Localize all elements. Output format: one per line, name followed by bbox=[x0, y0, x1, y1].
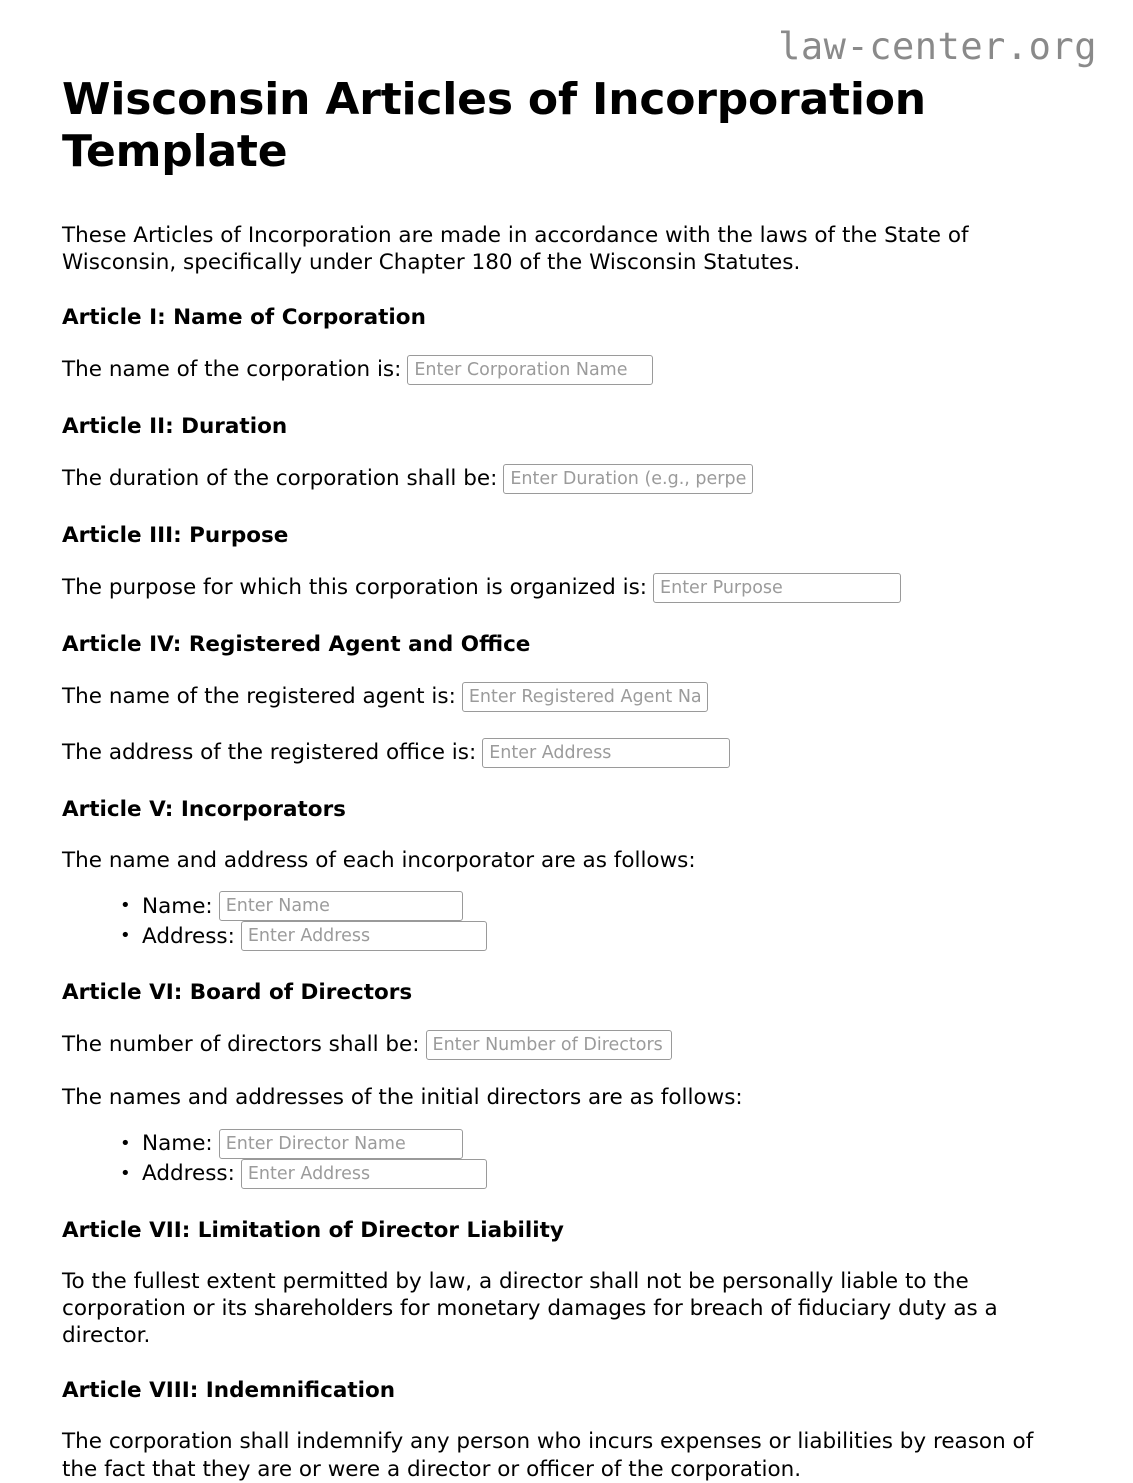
label-registered-agent: The name of the registered agent is: bbox=[62, 684, 456, 710]
page-title: Wisconsin Articles of Incorporation Template bbox=[62, 74, 926, 177]
heading-article-ii: Article II: Duration bbox=[62, 414, 288, 440]
field-row-registered-office bbox=[62, 738, 1071, 768]
heading-article-iv: Article IV: Registered Agent and Office bbox=[62, 632, 531, 658]
registered-agent-input[interactable] bbox=[462, 682, 708, 712]
corporation-name-input[interactable] bbox=[407, 355, 653, 385]
purpose-input[interactable] bbox=[653, 573, 901, 603]
label-director-name: Name: bbox=[142, 1130, 213, 1156]
field-row-corporation-name bbox=[62, 355, 1071, 385]
label-purpose: The purpose for which this corporation is organized is: bbox=[62, 575, 648, 601]
heading-article-iii: Article III: Purpose bbox=[62, 523, 289, 549]
site-watermark: law-center.org bbox=[778, 25, 1097, 68]
label-director-address: Address: bbox=[142, 1160, 235, 1186]
intro-paragraph: These Articles of Incorporation are made in accordance with the laws of the State of Wisconsin, specifically under Chapter 180 of the Wisconsin Statutes. bbox=[62, 222, 969, 276]
indemnification-paragraph: The corporation shall indemnify any person who incurs expenses or liabilities by reason of the fact that they are or were a director or officer of the corporation. bbox=[62, 1429, 1034, 1482]
incorporator-list bbox=[62, 891, 1071, 951]
field-row-duration bbox=[62, 464, 1071, 494]
registered-office-input[interactable] bbox=[482, 738, 730, 768]
bullet-icon: • bbox=[120, 1132, 131, 1154]
label-number-of-directors: The number of directors shall be: bbox=[62, 1032, 420, 1058]
field-row-number-of-directors bbox=[62, 1030, 1071, 1060]
label-corporation-name: The name of the corporation is: bbox=[62, 357, 402, 383]
label-incorporator-name: Name: bbox=[142, 893, 213, 919]
field-row-registered-agent bbox=[62, 682, 1071, 712]
list-item bbox=[120, 921, 1071, 951]
list-item bbox=[120, 1129, 1071, 1159]
director-address-input[interactable] bbox=[241, 1159, 487, 1189]
director-list bbox=[62, 1129, 1071, 1189]
duration-input[interactable] bbox=[503, 464, 753, 494]
incorporator-address-input[interactable] bbox=[241, 921, 487, 951]
bullet-icon: • bbox=[120, 895, 131, 917]
heading-article-v: Article V: Incorporators bbox=[62, 797, 346, 823]
heading-article-i: Article I: Name of Corporation bbox=[62, 305, 426, 331]
heading-article-vi: Article VI: Board of Directors bbox=[62, 980, 413, 1006]
directors-intro: The names and addresses of the initial directors are as follows: bbox=[62, 1085, 743, 1111]
incorporator-name-input[interactable] bbox=[219, 891, 463, 921]
label-registered-office: The address of the registered office is: bbox=[62, 740, 477, 766]
bullet-icon: • bbox=[120, 925, 131, 947]
field-row-purpose bbox=[62, 573, 1071, 603]
director-name-input[interactable] bbox=[219, 1129, 463, 1159]
heading-article-viii: Article VIII: Indemnification bbox=[62, 1378, 396, 1404]
label-duration: The duration of the corporation shall be: bbox=[62, 466, 498, 492]
bullet-icon: • bbox=[120, 1162, 131, 1184]
number-of-directors-input[interactable] bbox=[426, 1030, 672, 1060]
label-incorporator-address: Address: bbox=[142, 923, 235, 949]
list-item bbox=[120, 1159, 1071, 1189]
incorporators-intro: The name and address of each incorporator are as follows: bbox=[62, 848, 696, 874]
list-item bbox=[120, 891, 1071, 921]
liability-paragraph: To the fullest extent permitted by law, a director shall not be personally liable to the corporation or its shareholders for monetary damages for breach of fiduciary duty as a director. bbox=[62, 1268, 998, 1349]
heading-article-vii: Article VII: Limitation of Director Liability bbox=[62, 1217, 564, 1243]
